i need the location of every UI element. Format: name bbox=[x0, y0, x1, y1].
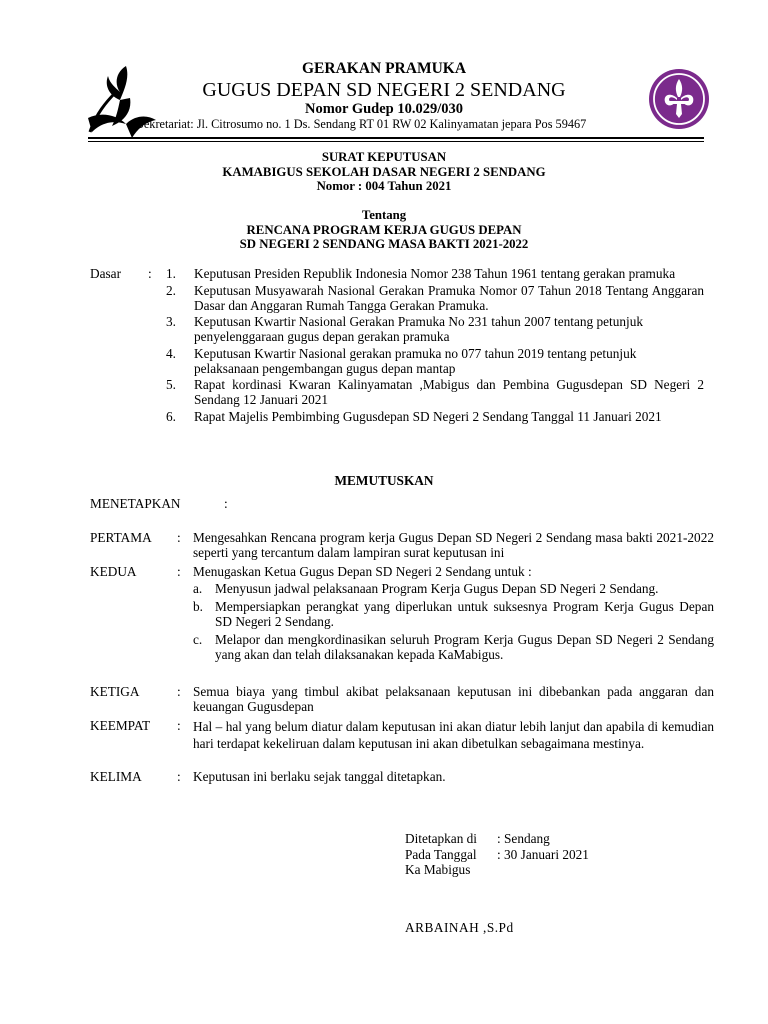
menetapkan-label: MENETAPKAN bbox=[90, 496, 181, 511]
subitem-letter: c. bbox=[193, 632, 203, 647]
subitem-text: Mempersiapkan perangkat yang diperlukan untuk suksesnya Program Kerja Gugus Depan SD Negeri 2 Sendang. bbox=[215, 599, 714, 629]
kedua-subitem bbox=[193, 599, 714, 629]
ketiga-text: Semua biaya yang timbul akibat pelaksanaan keputusan ini dibebankan pada anggaran dan keuangan Gugusdepan bbox=[193, 684, 714, 714]
dasar-colon: : bbox=[148, 266, 152, 281]
signature-place-row bbox=[405, 831, 589, 847]
secretariat-address: Sekretariat: Jl. Citrosumo no. 1 Ds. Sendang RT 01 RW 02 Kalinyamatan jepara Pos 59467 bbox=[137, 117, 587, 131]
kedua-subitem bbox=[193, 632, 714, 662]
menetapkan-colon: : bbox=[224, 496, 228, 511]
dasar-item-number: 2. bbox=[166, 282, 176, 298]
signer-name: ARBAINAH ,S.Pd bbox=[405, 920, 514, 935]
dasar-list bbox=[166, 266, 704, 425]
dasar-item-number: 5. bbox=[166, 377, 176, 392]
signature-role-row bbox=[405, 862, 589, 878]
kedua-content bbox=[193, 564, 714, 662]
letterhead-rule-thick bbox=[88, 137, 704, 139]
dasar-item bbox=[166, 346, 704, 376]
subject-label: Tentang bbox=[361, 208, 407, 222]
dasar-item-text: Keputusan Kwartir Nasional Gerakan Pramuka No 231 tahun 2007 tentang petunjuk penyelenggaraan gugus depan gerakan pramuka bbox=[194, 314, 644, 344]
subitem-text: Menyusun jadwal pelaksanaan Program Kerja Gugus Depan SD Negeri 2 Sendang. bbox=[215, 581, 659, 596]
dasar-item-text: Rapat kordinasi Kwaran Kalinyamatan ,Mabigus dan Pembina Gugusdepan SD Negeri 2 Sendang 12 Januari 2021 bbox=[194, 377, 704, 407]
dasar-item-text: Keputusan Kwartir Nasional gerakan pramuka no 077 tahun 2019 tentang petunjuk pelaksanaan pengembangan gugus depan mantap bbox=[194, 345, 637, 376]
dasar-item bbox=[166, 283, 704, 313]
subject-line1: RENCANA PROGRAM KERJA GUGUS DEPAN bbox=[246, 222, 522, 237]
scout-emblem-icon bbox=[648, 68, 710, 130]
kelima-colon: : bbox=[177, 769, 181, 784]
subitem-letter: a. bbox=[193, 581, 203, 596]
dasar-item-text: Keputusan Musyawarah Nasional Gerakan Pramuka Nomor 07 Tahun 2018 Tentang Anggaran Dasar dan Anggaran Rumah Tangga Gerakan Pramuka. bbox=[194, 282, 704, 313]
dasar-item bbox=[166, 314, 704, 344]
dasar-item-text: Keputusan Presiden Republik Indonesia Nomor 238 Tahun 1961 tentang gerakan pramuka bbox=[194, 266, 676, 281]
kelima-text: Keputusan ini berlaku sejak tanggal ditetapkan. bbox=[193, 769, 446, 784]
kedua-label: KEDUA bbox=[90, 564, 137, 579]
ketiga-label: KETIGA bbox=[90, 684, 140, 699]
memutuskan-heading: MEMUTUSKAN bbox=[334, 473, 434, 488]
dasar-label: Dasar bbox=[90, 266, 122, 281]
decree-title-line1: SURAT KEPUTUSAN bbox=[321, 150, 447, 164]
dasar-item-number: 3. bbox=[166, 314, 176, 329]
subject-line2: SD NEGERI 2 SENDANG MASA BAKTI 2021-2022 bbox=[239, 237, 529, 251]
decree-title-line2: KAMABIGUS SEKOLAH DASAR NEGERI 2 SENDANG bbox=[222, 164, 546, 179]
kedua-colon: : bbox=[177, 564, 181, 579]
org-name: GERAKAN PRAMUKA bbox=[301, 60, 467, 77]
date-label: Pada Tanggal bbox=[405, 846, 477, 862]
place-value: : Sendang bbox=[497, 831, 550, 846]
place-label: Ditetapkan di bbox=[405, 831, 478, 846]
decree-subject bbox=[0, 208, 768, 252]
keempat-text: Hal – hal yang belum diatur dalam keputusan ini akan diatur lebih lanjut dan apabila di kemudian hari terdapat kekeliruan dalam keputusan ini akan dibetulkan sebagaimana mestinya. bbox=[193, 719, 714, 751]
gudep-number: Nomor Gudep 10.029/030 bbox=[304, 101, 464, 117]
subitem-text: Melapor dan mengkordinasikan seluruh Program Kerja Gugus Depan SD Negeri 2 Sendang yang akan dan telah dilaksanakan kepada KaMabigus. bbox=[215, 632, 714, 662]
dasar-item bbox=[166, 266, 704, 281]
unit-name: GUGUS DEPAN SD NEGERI 2 SENDANG bbox=[202, 79, 566, 101]
date-value: : 30 Januari 2021 bbox=[497, 846, 589, 862]
dasar-item bbox=[166, 409, 704, 424]
kedua-text: Menugaskan Ketua Gugus Depan SD Negeri 2 Sendang untuk : bbox=[193, 564, 532, 579]
decree-title bbox=[0, 150, 768, 194]
dasar-item bbox=[166, 377, 704, 407]
signature-date-row bbox=[405, 847, 589, 863]
ketiga-colon: : bbox=[177, 684, 181, 699]
decree-number: Nomor : 004 Tahun 2021 bbox=[316, 179, 452, 193]
kelima-label: KELIMA bbox=[90, 769, 142, 784]
pertama-colon: : bbox=[177, 530, 181, 545]
kedua-subitem bbox=[193, 581, 714, 596]
subitem-letter: b. bbox=[193, 599, 203, 614]
pertama-label: PERTAMA bbox=[90, 530, 152, 545]
signer-role: Ka Mabigus bbox=[405, 862, 471, 877]
letterhead-rule-thin bbox=[88, 141, 704, 142]
pertama-text: Mengesahkan Rencana program kerja Gugus Depan SD Negeri 2 Sendang masa bakti 2021-2022 seperti yang tercantum dalam lampiran surat keputusan ini bbox=[193, 530, 714, 560]
dasar-item-number: 1. bbox=[166, 266, 176, 281]
keempat-label: KEEMPAT bbox=[90, 718, 151, 733]
dasar-item-number: 6. bbox=[166, 408, 176, 424]
keempat-colon: : bbox=[177, 718, 181, 733]
dasar-item-text: Rapat Majelis Pembimbing Gugusdepan SD Negeri 2 Sendang Tanggal 11 Januari 2021 bbox=[194, 408, 662, 424]
signature-block bbox=[405, 831, 589, 878]
dasar-item-number: 4. bbox=[166, 345, 176, 361]
